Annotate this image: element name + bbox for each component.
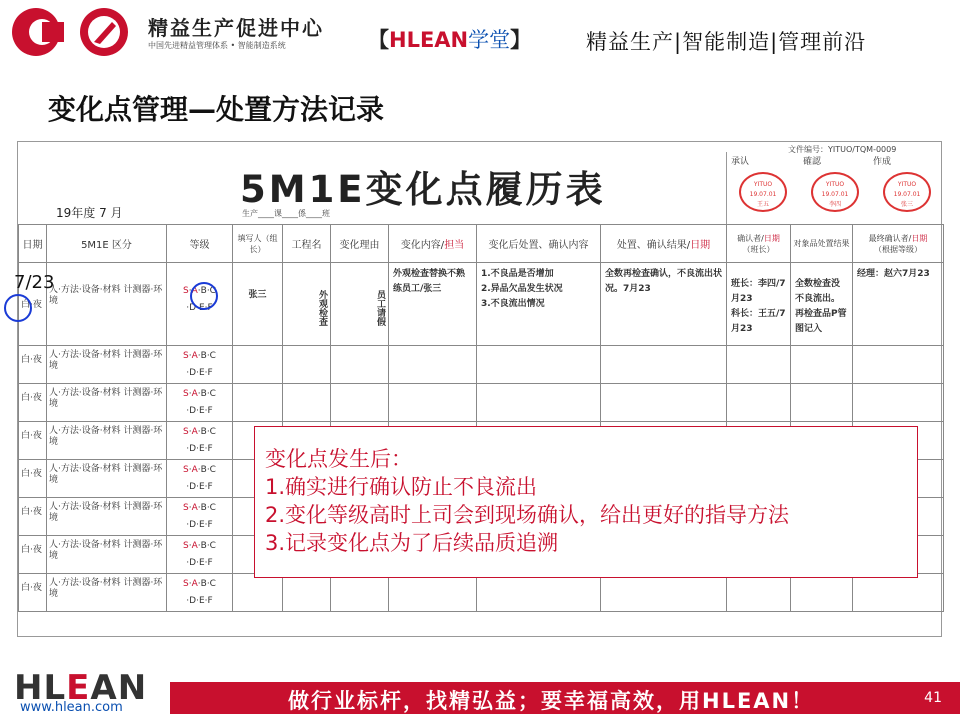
- note-line-2: 1.确实进行确认防止不良流出: [265, 475, 538, 499]
- page-title: 变化点管理—处置方法记录: [48, 93, 385, 126]
- grade-cell: S·A·B·C ·D·E·F: [167, 498, 233, 536]
- note-line-3: 2.变化等级高时上司会到现场确认，给出更好的指导方法: [265, 503, 790, 527]
- col-final: 最终确认者/日期 （根据等级）: [853, 225, 944, 263]
- shift-cell: 白·夜: [19, 346, 47, 384]
- factor-cell: 人·方法·设备·材料 计测器·环境: [47, 346, 167, 384]
- writer-cell: 张三: [233, 263, 283, 346]
- shift-cell: 白·夜: [19, 263, 47, 346]
- grade-cell: S·A·B·C ·D·E·F: [167, 574, 233, 612]
- confirm-label: 確認: [803, 157, 822, 167]
- footer-url[interactable]: www.hlean.com: [20, 700, 123, 715]
- factor-cell: 人·方法·设备·材料 计测器·环境: [47, 460, 167, 498]
- confirmer-cell: 班长：李四/7月23 科长：王五/7月23: [727, 263, 791, 346]
- table-row: [19, 574, 944, 612]
- note-box: [254, 426, 918, 578]
- approval-box: [726, 152, 943, 224]
- table-row: [19, 346, 944, 384]
- col-grade: 等级: [167, 225, 233, 263]
- col-factor: 5M1E 区分: [47, 225, 167, 263]
- shift-cell: 白·夜: [19, 536, 47, 574]
- author-stamp: YITUO 19.07.01 张三: [883, 172, 931, 212]
- product-handling-cell: 全数检查没不良流出。再检查品P管图记入: [791, 263, 853, 346]
- col-content: 变化内容/担当: [389, 225, 477, 263]
- factor-cell: 人·方法·设备·材料 计测器·环境: [47, 498, 167, 536]
- col-confirmer: 确认者/日期 （班长）: [727, 225, 791, 263]
- col-product-handling: 对象品处置结果: [791, 225, 853, 263]
- confirm-stamp: YITUO 19.07.01 李四: [811, 172, 859, 212]
- grade-cell: S·A·B·C ·D·E·F: [167, 460, 233, 498]
- shift-circle-mark: [4, 294, 32, 322]
- factor-cell: 人·方法·设备·材料 计测器·环境: [47, 422, 167, 460]
- author-label: 作成: [873, 157, 892, 167]
- grade-cell: S·A·B·C ·D·E·F: [167, 536, 233, 574]
- col-result: 处置、确认结果/日期: [601, 225, 727, 263]
- company-logo: [8, 4, 138, 60]
- table-row: [19, 263, 944, 346]
- footer-logo: HLEAN: [14, 668, 148, 708]
- note-line-4: 3.记录变化点为了后续品质追溯: [265, 531, 559, 555]
- col-writer: 填写人（组长）: [233, 225, 283, 263]
- shift-cell: 白·夜: [19, 422, 47, 460]
- page-number: 41: [924, 690, 942, 706]
- grade-cell: S·A·B·C ·D·E·F: [167, 422, 233, 460]
- shift-cell: 白·夜: [19, 498, 47, 536]
- col-process: 工程名: [283, 225, 331, 263]
- footer-bar: [170, 682, 960, 714]
- brand-subtitle: 中国先进精益管理体系 • 智能制造系统: [148, 41, 286, 50]
- col-reason: 变化理由: [331, 225, 389, 263]
- hlean-academy-tag: 【HLEAN学堂】: [368, 28, 532, 52]
- measure-cell: 1.不良品是否增加 2.异品欠品发生状况 3.不良流出情况: [477, 263, 601, 346]
- grade-cell: S·A·B·C ·D·E·F: [167, 384, 233, 422]
- brand-name: 精益生产促进中心: [148, 16, 324, 40]
- footer-slogan: 做行业标杆，找精弘益；要幸福高效，用HLEAN！: [288, 689, 815, 713]
- approve-label: 承认: [731, 157, 750, 167]
- document-number: 文件编号：YITUO/TQM-0009: [788, 145, 897, 154]
- col-measure: 变化后处置、确认内容: [477, 225, 601, 263]
- table-header-row: [19, 225, 944, 263]
- shift-cell: 白·夜: [19, 574, 47, 612]
- table-row: [19, 384, 944, 422]
- grade-circle-mark: [190, 282, 218, 310]
- grade-cell: S·A·B·C ·D·E·F: [167, 263, 233, 346]
- reason-cell: 员工请假: [331, 263, 389, 346]
- approval-stamp: YITUO 19.07.01 王五: [739, 172, 787, 212]
- factor-cell: 人·方法·设备·材料 计测器·环境: [47, 574, 167, 612]
- content-cell: 外观检查替换不熟练员工/张三: [389, 263, 477, 346]
- shift-cell: 白·夜: [19, 384, 47, 422]
- final-cell: 经理：赵六7月23: [853, 263, 944, 346]
- process-cell: 外观检查: [283, 263, 331, 346]
- header-slogan: 精益生产|智能制造|管理前沿: [586, 30, 867, 54]
- factor-cell: 人·方法·设备·材料 计测器·环境: [47, 536, 167, 574]
- shift-cell: 白·夜: [19, 460, 47, 498]
- department-label: 生产____课____係____班: [242, 209, 330, 218]
- col-date: 日期: [19, 225, 47, 263]
- grade-cell: S·A·B·C ·D·E·F: [167, 346, 233, 384]
- result-cell: 全数再检查确认，不良流出状况。7月23: [601, 263, 727, 346]
- year-month-label: 19年度 7 月: [56, 206, 123, 220]
- date-annotation: 7/23: [14, 272, 55, 293]
- note-line-1: 变化点发生后：: [265, 447, 412, 471]
- form-title: 5M1E变化点履历表: [240, 168, 606, 211]
- factor-cell: 人·方法·设备·材料 计测器·环境: [47, 263, 167, 346]
- factor-cell: 人·方法·设备·材料 计测器·环境: [47, 384, 167, 422]
